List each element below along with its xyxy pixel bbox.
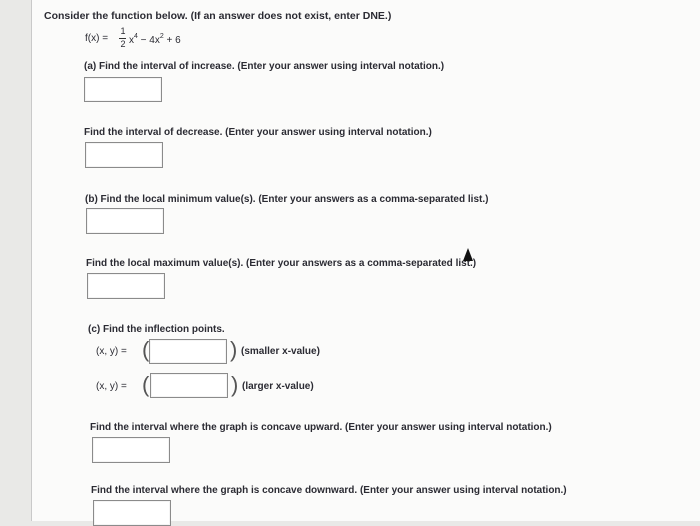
larger-x-note: (larger x-value) <box>242 381 314 392</box>
inflection-point-2-label: (x, y) = <box>96 381 127 392</box>
interval-decrease-input[interactable] <box>85 142 163 168</box>
fraction-numerator: 1 <box>120 26 126 36</box>
concave-down-label: Find the interval where the graph is concave downward. (Enter your answer using interval notation.) <box>91 485 567 496</box>
open-paren-2: ( <box>142 372 150 397</box>
local-maximum-label: Find the local maximum value(s). (Enter your answers as a comma-separated list.) <box>86 258 477 269</box>
local-minimum-input[interactable] <box>86 208 164 234</box>
inflection-points-label: (c) Find the inflection points. <box>88 324 225 335</box>
close-paren-1: ) <box>230 337 238 362</box>
function-terms: $x^4 - 4x^2 + 6$ <box>129 33 181 46</box>
fraction-denominator: 2 <box>120 39 126 49</box>
question-panel <box>31 0 700 521</box>
question-intro: Consider the function below. (If an answer does not exist, enter DNE.) <box>44 10 392 22</box>
concave-up-input[interactable] <box>92 437 170 463</box>
inflection-point-2-input[interactable] <box>150 373 228 398</box>
mouse-cursor-icon <box>463 248 473 261</box>
interval-decrease-label: Find the interval of decrease. (Enter your answer using interval notation.) <box>84 127 432 138</box>
open-paren-1: ( <box>142 337 150 362</box>
close-paren-2: ) <box>231 372 239 397</box>
interval-increase-input[interactable] <box>84 77 162 102</box>
concave-up-label: Find the interval where the graph is concave upward. (Enter your answer using interval notation.) <box>90 422 552 433</box>
local-minimum-label: (b) Find the local minimum value(s). (Enter your answers as a comma-separated list.) <box>85 194 489 205</box>
concave-down-input[interactable] <box>93 500 171 526</box>
inflection-point-1-label: (x, y) = <box>96 346 127 357</box>
interval-increase-label: (a) Find the interval of increase. (Enter your answer using interval notation.) <box>84 61 445 72</box>
smaller-x-note: (smaller x-value) <box>241 346 320 357</box>
local-maximum-input[interactable] <box>87 273 165 299</box>
function-lhs: f(x) = <box>85 33 109 44</box>
inflection-point-1-input[interactable] <box>149 339 227 364</box>
